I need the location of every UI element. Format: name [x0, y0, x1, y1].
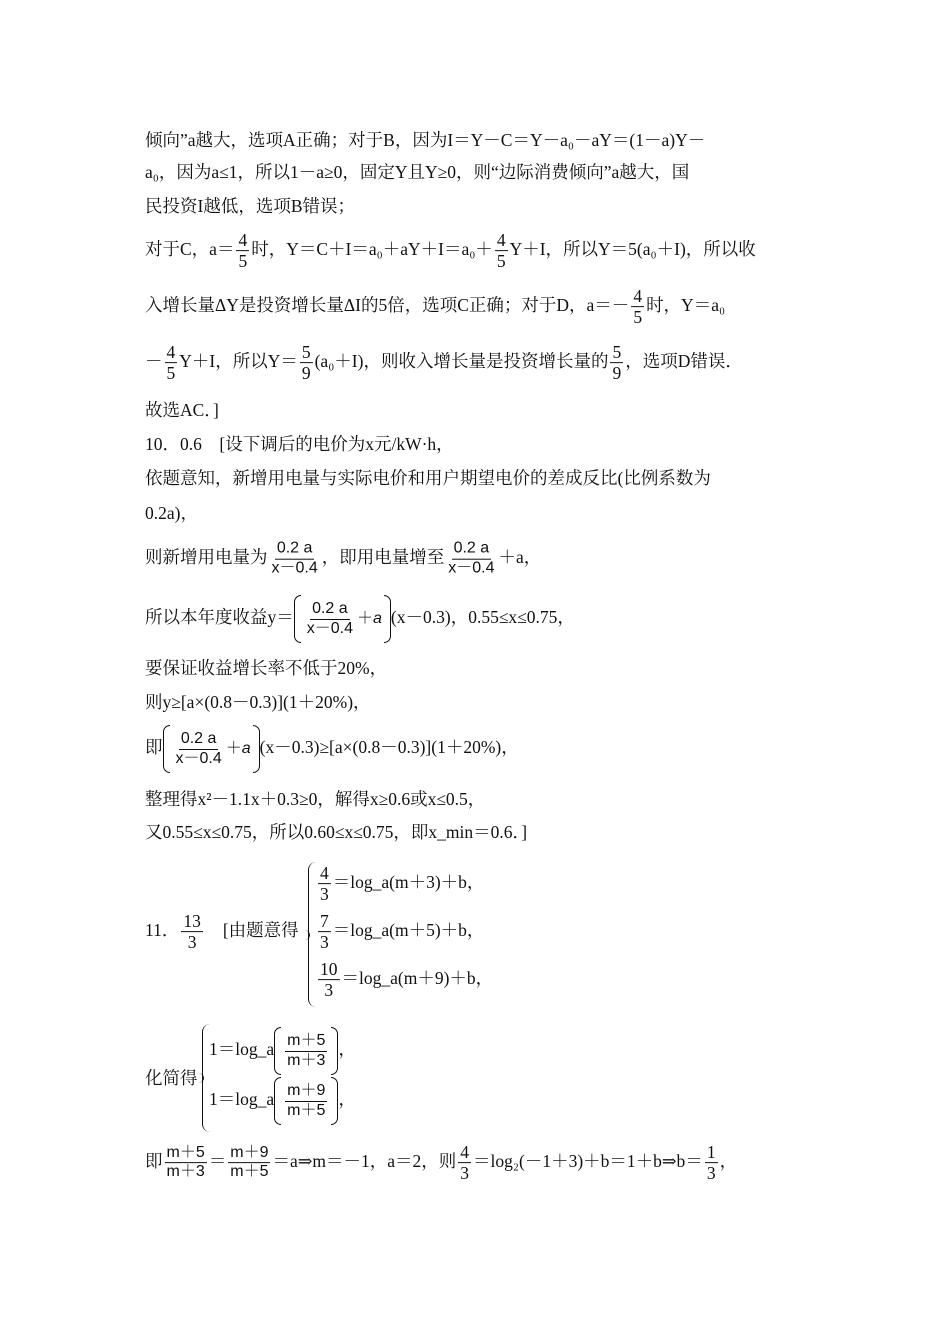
fraction-4-5: $\frac{4}{5}$: [496, 230, 506, 272]
fraction-7-3: $\frac{7}{3}$: [320, 911, 329, 953]
text-line-1: 倾向”a越大，选项A正确；对于B，因为I＝Y－C＝Y－a₀－aY＝(1－a)Y－: [145, 130, 706, 150]
q11-eq3-rhs: ＝log_a(m＋9)＋b，: [341, 968, 494, 989]
paren-group: $\frac{0.2 a}{x-0.4}$ ＋a: [163, 725, 260, 773]
q11-last-mid: ＝a⇒m＝－1，a＝2，则: [272, 1151, 457, 1172]
q10-l8-end: (x－0.3)≥[a×(0.8－0.3)](1＋20%)，: [259, 737, 519, 758]
text-line-6: [145, 343, 743, 383]
fraction-m5-m3: $\frac{m+5}{m+3}$: [166, 1143, 205, 1181]
q10-line-2: 依题意知，新增用电量与实际电价和用户期望电价的差成反比(比例系数为: [145, 468, 711, 488]
text-line-2: a₀，因为a≤1，所以1－a≥0，固定Y且Y≥0，则“边际消费倾向”a越大，国: [145, 162, 690, 182]
q10-line-4: [145, 541, 541, 578]
q11-eq-2: [316, 912, 484, 952]
line6-end: ，选项D错误．: [625, 351, 743, 372]
q10-l5-pre: 所以本年度收益y＝: [145, 607, 294, 628]
q10-line-6: 要保证收益增长率不低于20%，: [145, 658, 388, 678]
fraction-m9-m5: $\frac{m+9}{m+5}$: [230, 1143, 269, 1181]
q11-last-mid2: ＝log₂(－1＋3)＋b＝1＋b⇒b＝: [473, 1151, 703, 1172]
fraction-m5-m3: $\frac{m+5}{m+3}$: [287, 1031, 326, 1069]
q11-s2-lhs: 1＝log_a: [209, 1089, 275, 1110]
q10-l8-pre: 即: [145, 737, 163, 758]
line4-end: Y＋I，所以Y＝5(a₀＋I)，所以收: [509, 239, 756, 260]
text-line-7: 故选AC．]: [145, 400, 219, 420]
q11-final-line: 即 $\frac{m+5}{m+3}$ ＝ $\frac{m+9}{m+5}$ ＝a⇒m＝－1，a＝2，则 $\frac{4}{3}$ ＝log₂(－1＋3)＋b＝1＋b⇒b＝ $\frac{1}{3}$ ，: [145, 1142, 738, 1184]
fraction-10-3: $\frac{10}{3}$: [320, 959, 338, 1001]
line6-pre: －: [145, 351, 163, 372]
q11-simplified-eq-2: 1＝log_a $\frac{m+9}{m+5}$ ，: [209, 1077, 356, 1125]
paren-group: $\frac{0.2 a}{x-0.4}$ ＋a: [294, 595, 391, 643]
q11-bracket-text: [由题意得: [222, 920, 299, 941]
line6-mid: Y＋I，所以Y＝: [179, 351, 298, 372]
line4-post: 时，Y＝C＋I＝a₀＋aY＋I＝a₀＋: [251, 239, 493, 260]
q10-l5-end: (x－0.3)，0.55≤x≤0.75，: [390, 607, 575, 628]
fraction-5-9: $\frac{5}{9}$: [612, 342, 622, 384]
q11-eq-3: [316, 960, 493, 1000]
text-line-5: [145, 287, 725, 327]
q10-header: 10．0.6 [设下调后的电价为x元/kW·h，: [145, 434, 454, 454]
q11-eq1-rhs: ＝log_a(m＋3)＋b，: [332, 872, 485, 893]
q10-line-7: 则y≥[a×(0.8－0.3)](1＋20%)，: [145, 692, 371, 712]
paren-group: [274, 1077, 338, 1125]
q11-number: 11．: [145, 920, 180, 941]
q10-line-5: [145, 595, 575, 643]
text-line-4: [145, 231, 756, 271]
q10-line-10: 又0.55≤x≤0.75，所以0.60≤x≤0.75，即x_min＝0.6．]: [145, 822, 528, 842]
q11-last-pre: 即: [145, 1151, 163, 1172]
q10-l4-end: ＋a，: [498, 547, 542, 568]
fraction-4-5: $\frac{4}{5}$: [238, 230, 248, 272]
fraction-13-3: $\frac{13}{3}$: [183, 911, 201, 953]
q11-s1-lhs: 1＝log_a: [209, 1039, 275, 1060]
line5-post: 时，Y＝a₀: [646, 295, 726, 316]
q10-line-8: [145, 725, 519, 773]
fraction-4-3: $\frac{4}{3}$: [460, 1142, 470, 1184]
fraction-4-3: $\frac{4}{3}$: [320, 863, 329, 905]
q10-line-3: 0.2a)，: [145, 503, 198, 523]
q10-l4-pre: 则新增用电量为: [145, 547, 268, 568]
fraction-5-9: $\frac{5}{9}$: [301, 342, 311, 384]
text-line-3: 民投资I越低，选项B错误；: [145, 196, 355, 216]
q11-simplify-label: 化简得: [145, 1068, 198, 1088]
fraction-4-5: $\frac{4}{5}$: [633, 286, 643, 328]
fraction-m9-m5: $\frac{m+9}{m+5}$: [287, 1081, 326, 1119]
line4-pre: 对于C，a＝: [145, 239, 235, 260]
q10-line-9: 整理得x²－1.1x＋0.3≥0，解得x≥0.6或x≤0.5，: [145, 789, 486, 809]
q11-eq2-rhs: ＝log_a(m＋5)＋b，: [332, 920, 485, 941]
line6-mid2: (a₀＋I)，则收入增长量是投资增长量的: [314, 351, 609, 372]
q11-simplified-eq-1: 1＝log_a $\frac{m+5}{m+3}$ ，: [209, 1027, 356, 1075]
paren-group: [274, 1027, 338, 1075]
fraction-02a: $\frac{0.2 a}{x-0.4}$: [448, 539, 495, 577]
line5-pre: 入增长量ΔY是投资增长量ΔI的5倍，选项C正确；对于D，a＝－: [145, 295, 630, 316]
fraction-1-3: $\frac{1}{3}$: [706, 1142, 716, 1184]
fraction-02a: $\frac{0.2 a}{x-0.4}$: [306, 599, 353, 637]
q11-last-end: ，: [719, 1151, 738, 1172]
q10-l4-mid: ，即用电量增至: [321, 547, 445, 568]
q11-eq-1: [316, 864, 484, 904]
q11-header: [145, 912, 299, 952]
fraction-4-5: $\frac{4}{5}$: [166, 342, 176, 384]
fraction-02a: $\frac{0.2 a}{x-0.4}$: [271, 539, 318, 577]
fraction-02a: $\frac{0.2 a}{x-0.4}$: [175, 729, 222, 767]
